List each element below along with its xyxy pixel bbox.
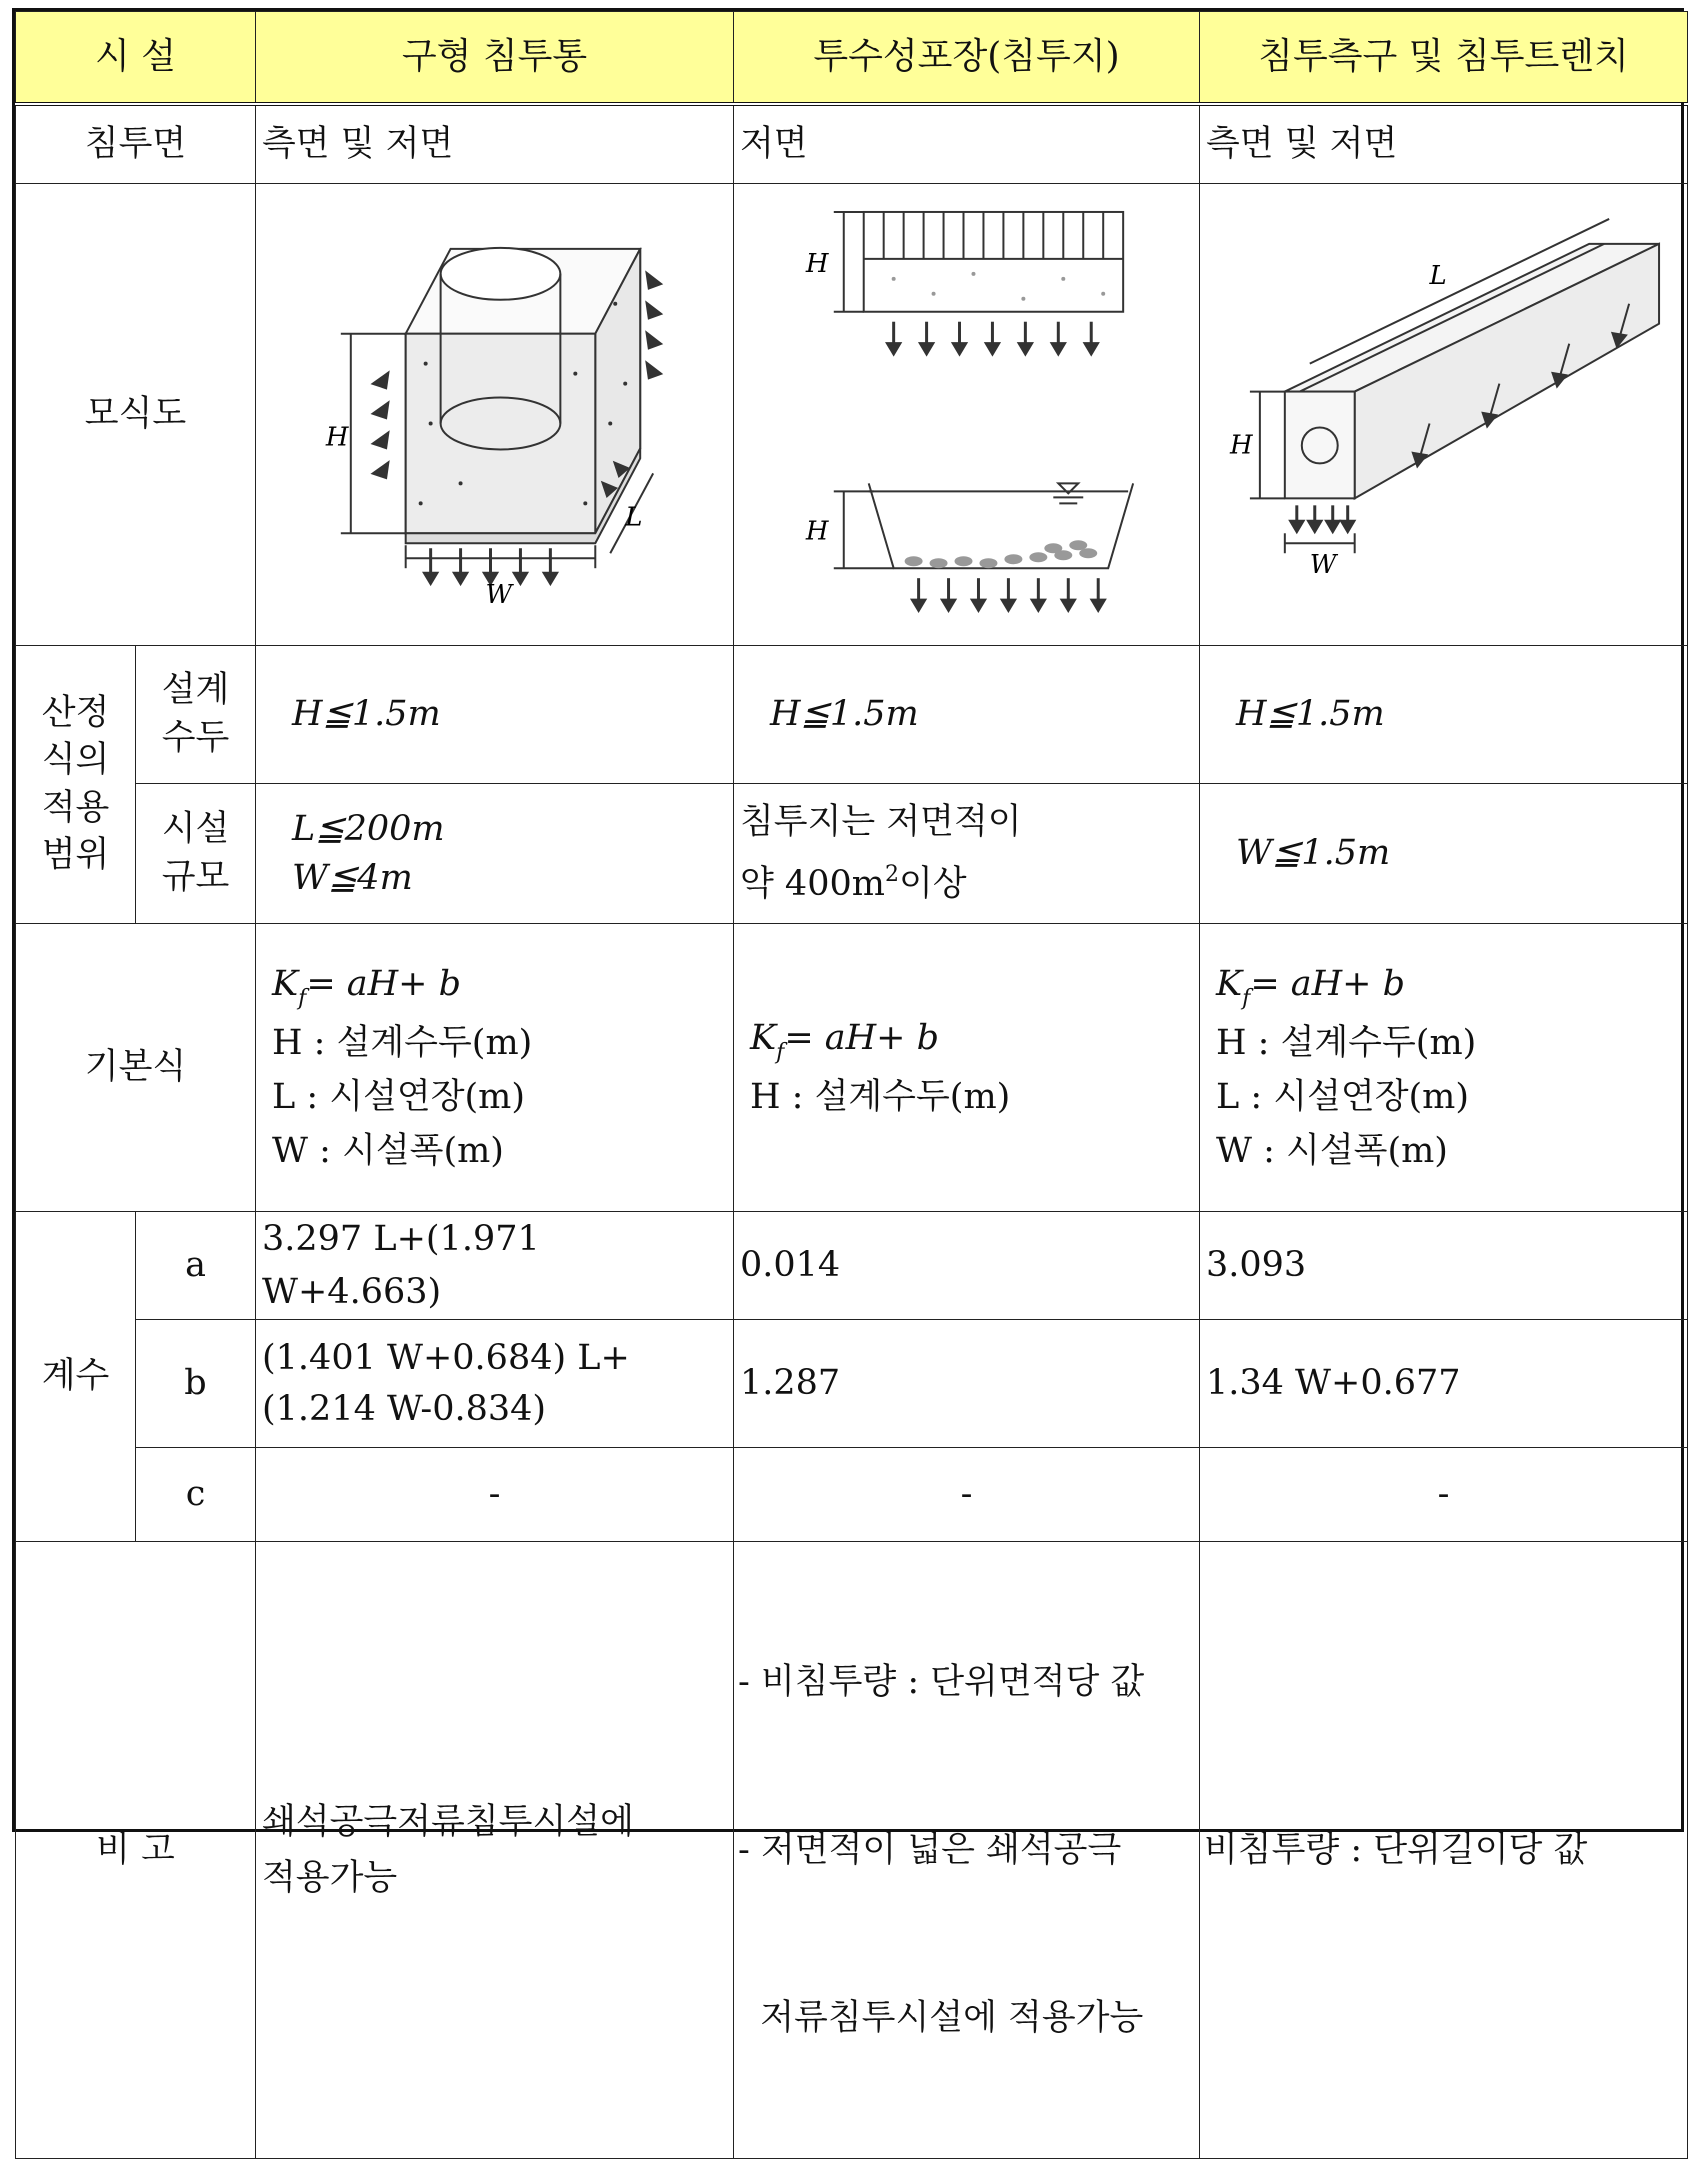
trench-w-label: W xyxy=(1309,550,1337,581)
remarks-col2 xyxy=(734,1542,1200,2159)
infiltration-face-col2: 저면 xyxy=(734,104,1200,184)
formula-col3-h: H : 설계수두(m) xyxy=(1216,1022,1477,1063)
coef-c-label: c xyxy=(136,1448,256,1542)
design-head-col1: H≦1.5m xyxy=(256,646,734,784)
facility-scale-col1-w: W≦4m xyxy=(292,857,413,898)
facility-scale-col2-line2 xyxy=(740,854,1193,915)
facility-comparison-table xyxy=(15,11,1688,2159)
coef-a-col3: 3.093 xyxy=(1200,1212,1688,1320)
formula-col1-w: W : 시설폭(m) xyxy=(272,1131,504,1172)
header-col-permeable-pavement: 투수성포장(침투지) xyxy=(734,12,1200,104)
coef-a-label: a xyxy=(136,1212,256,1320)
permeable-pavement-diagram xyxy=(734,184,1199,645)
infiltration-face-col3: 측면 및 저면 xyxy=(1200,104,1688,184)
facility-scale-col1-l: L≦200m xyxy=(292,808,445,849)
coef-b-col1: (1.401 W+0.684) L+(1.214 W-0.834) xyxy=(256,1320,734,1448)
remarks-col2-line2: - 저면적이 넓은 쇄석공극 xyxy=(738,1830,1122,1871)
applicability-group-label: 산정 식의 적용 범위 xyxy=(16,646,136,924)
formula-col1-l: L : 시설연장(m) xyxy=(272,1076,526,1117)
formula-col1-h: H : 설계수두(m) xyxy=(272,1022,533,1063)
header-col-infiltration-trench: 침투측구 및 침투트렌치 xyxy=(1200,12,1688,104)
infiltration-face-col1: 측면 및 저면 xyxy=(256,104,734,184)
facility-scale-label: 시설 규모 xyxy=(136,784,256,924)
remarks-col1: 쇄석공극저류침투시설에 적용가능 xyxy=(256,1542,734,2159)
coef-b-col3: 1.34 W+0.677 xyxy=(1200,1320,1688,1448)
facility-comparison-table-frame xyxy=(12,8,1684,2039)
schematic-permeable-pavement xyxy=(734,184,1200,646)
coef-c-col2: - xyxy=(734,1448,1200,1542)
coef-b-label: b xyxy=(136,1320,256,1448)
schematic-label: 모식도 xyxy=(16,184,256,646)
facility-scale-col2-suffix: 이상 xyxy=(898,863,967,904)
design-head-row xyxy=(16,646,1688,784)
box-w-label: W xyxy=(485,580,513,611)
facility-scale-row xyxy=(16,784,1688,924)
trench-l-label: L xyxy=(1429,260,1447,291)
box-l-label: L xyxy=(625,502,643,533)
schematic-box-infiltration xyxy=(256,184,734,646)
facility-scale-col3: W≦1.5m xyxy=(1200,784,1688,924)
facility-scale-col2-area: 약 400m xyxy=(740,863,885,904)
coef-a-col2: 0.014 xyxy=(734,1212,1200,1320)
header-row xyxy=(16,12,1688,104)
pavement-h-top-label: H xyxy=(805,248,829,279)
formula-col2-eq: $K_f= aH+ b$ xyxy=(750,1017,940,1065)
remarks-col2-line1: - 비침투량 : 단위면적당 값 xyxy=(738,1662,1145,1703)
box-h-label: H xyxy=(325,422,349,453)
coef-a-col1: 3.297 L+(1.971 W+4.663) xyxy=(256,1212,734,1320)
infiltration-face-row xyxy=(16,104,1688,184)
design-head-col3: H≦1.5m xyxy=(1200,646,1688,784)
coef-c-col1: - xyxy=(256,1448,734,1542)
facility-scale-col2 xyxy=(734,784,1200,924)
facility-scale-col2-sup: 2 xyxy=(884,861,899,887)
remarks-col3: 비침투량 : 단위길이당 값 xyxy=(1200,1542,1688,2159)
facility-scale-col1 xyxy=(256,784,734,924)
box-infiltration-diagram xyxy=(256,184,733,645)
remarks-label: 비 고 xyxy=(16,1542,256,2159)
trench-h-label: H xyxy=(1229,430,1253,461)
basic-formula-row xyxy=(16,924,1688,1212)
infiltration-trench-diagram xyxy=(1200,184,1687,645)
design-head-col2: H≦1.5m xyxy=(734,646,1200,784)
header-facility-label: 시 설 xyxy=(16,12,256,104)
coef-b-row xyxy=(16,1320,1688,1448)
basic-formula-label: 기본식 xyxy=(16,924,256,1212)
coef-c-col3: - xyxy=(1200,1448,1688,1542)
formula-col1-eq: $K_f= aH+ b$ xyxy=(272,963,462,1011)
basic-formula-col3 xyxy=(1200,924,1688,1212)
basic-formula-col1 xyxy=(256,924,734,1212)
schematic-infiltration-trench xyxy=(1200,184,1688,646)
pavement-h-bottom-label: H xyxy=(805,516,829,547)
facility-scale-col2-line1: 침투지는 저면적이 xyxy=(740,802,1022,843)
header-col-box-infiltration: 구형 침투통 xyxy=(256,12,734,104)
design-head-label: 설계 수두 xyxy=(136,646,256,784)
remarks-row xyxy=(16,1542,1688,2159)
schematic-row xyxy=(16,184,1688,646)
formula-col3-w: W : 시설폭(m) xyxy=(1216,1131,1448,1172)
coef-a-row xyxy=(16,1212,1688,1320)
coefficients-label: 계수 xyxy=(16,1212,136,1542)
coef-b-col2: 1.287 xyxy=(734,1320,1200,1448)
coef-c-row xyxy=(16,1448,1688,1542)
formula-col2-h: H : 설계수두(m) xyxy=(750,1076,1011,1117)
formula-col3-l: L : 시설연장(m) xyxy=(1216,1076,1470,1117)
infiltration-face-label: 침투면 xyxy=(16,104,256,184)
basic-formula-col2 xyxy=(734,924,1200,1212)
remarks-col2-line3: 저류침투시설에 적용가능 xyxy=(738,1998,1144,2039)
formula-col3-eq: $K_f= aH+ b$ xyxy=(1216,963,1406,1011)
